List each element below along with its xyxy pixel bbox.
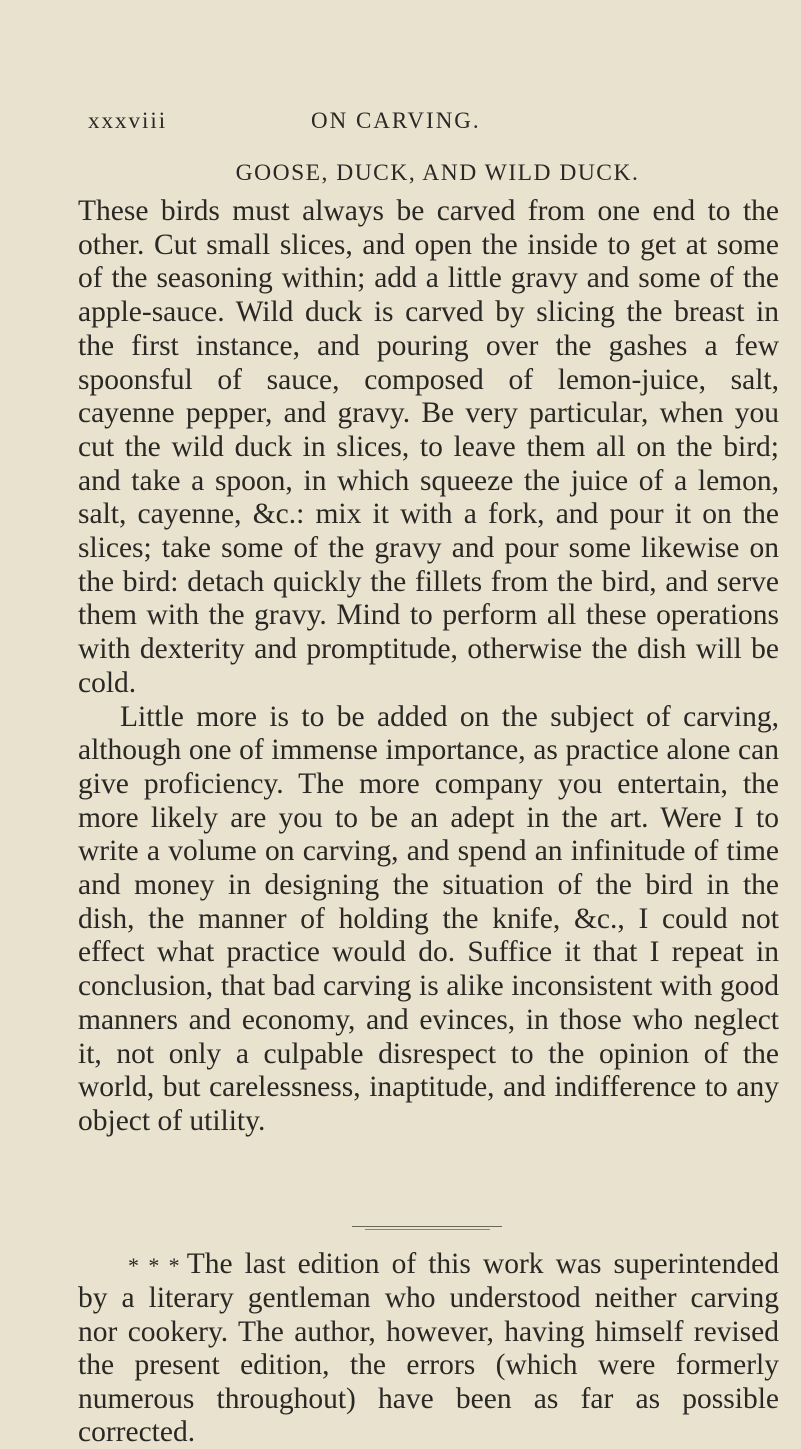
page-number: xxxviii bbox=[88, 108, 168, 133]
divider-rule-lower bbox=[365, 1229, 490, 1230]
divider-rule bbox=[352, 1226, 502, 1227]
running-title: ON CARVING. bbox=[311, 108, 481, 133]
footnote-text: The last edition of this work was superintended by a literary gentleman who understood neither carving nor cookery. The author, however, having himself revised the present edition, the errors (which were formerly numerous throughout) have been as far as possible corrected. bbox=[78, 1248, 779, 1449]
paragraph: Little more is to be added on the subject of carving, although one of immense importance, as practice alone can give proficiency. The more company you entertain, the more likely are you to be an adept in the art. Were I to write a volume on carving, and spend an infinitude of time and money in designing the situation of the bird in the dish, the manner of holding the knife, &c., I could not effect what practice would do. Suffice it that I repeat in conclusion, that bad carving is alike inconsistent with good manners and economy, and evinces, in those who neglect it, not only a culpable disrespect to the opinion of the world, but carelessness, inaptitude, and indifference to any object of utility. bbox=[78, 700, 779, 1137]
body-text bbox=[78, 195, 779, 1139]
asterism-marker: * * * bbox=[128, 1253, 181, 1278]
running-head bbox=[78, 108, 779, 138]
section-title: GOOSE, DUCK, AND WILD DUCK. bbox=[235, 160, 640, 186]
paragraph: These birds must always be carved from one end to the other. Cut small slices, and open the inside to get at some of the seasoning within; add a little gravy and some of the apple-sauce. Wild duck is carved by slicing the breast in the first instance, and pouring over the gashes a few spoonsful of sauce, composed of lemon-juice, salt, cayenne pepper, and gravy. Be very particular, when you cut the wild duck in slices, to leave them all on the bird; and take a spoon, in which squeeze the juice of a lemon, salt, cayenne, &c.: mix it with a fork, and pour it on the slices; take some of the gravy and pour some likewise on the bird: detach quickly the fillets from the bird, and serve them with the gravy. Mind to perform all these operations with dexterity and promptitude, otherwise the dish will be cold. bbox=[78, 195, 779, 699]
footnote bbox=[78, 1248, 779, 1449]
footnote-paragraph bbox=[78, 1248, 779, 1449]
